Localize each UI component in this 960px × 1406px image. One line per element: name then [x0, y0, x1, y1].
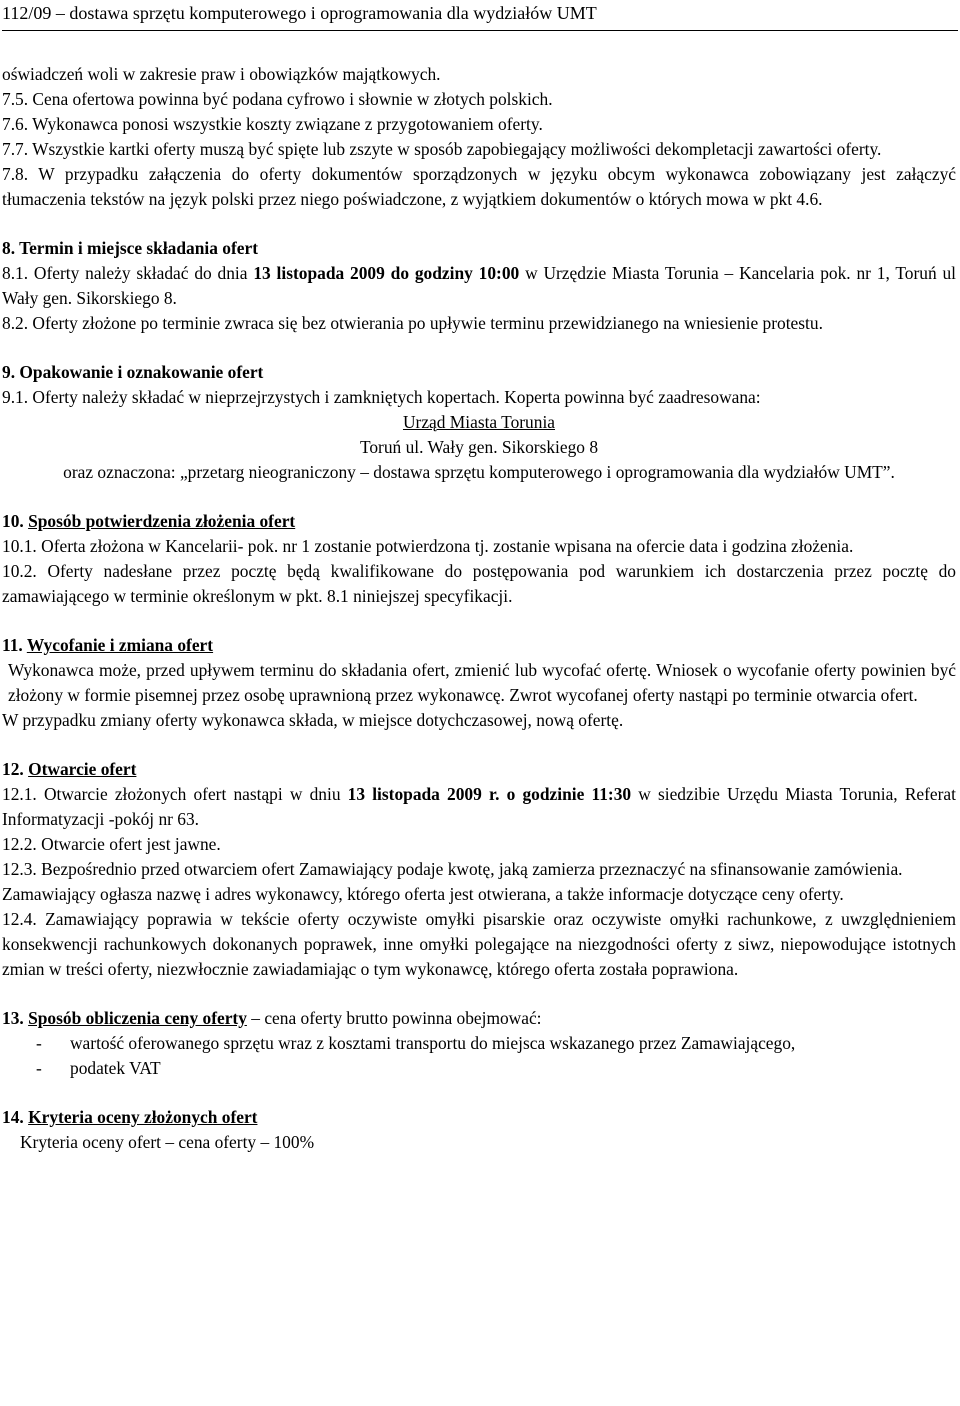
envelope-marking: oraz oznaczona: „przetarg nieograniczony – dostawa sprzętu komputerowego i oprogramowania dla wydziałów UMT”. — [63, 462, 895, 482]
paragraph-12-2: 12.2. Otwarcie ofert jest jawne. — [2, 834, 221, 854]
paragraph-11-1: Wykonawca może, przed upływem terminu do składania ofert, zmienić lub wycofać ofertę. Wniosek o wycofanie oferty powinien być złożony w formie pisemnej przez osobę uprawnioną przez wykonawcę. Zwrot wycofanej oferty nastąpi po terminie otwarcia ofert. — [8, 660, 956, 705]
paragraph-12-3: 12.3. Bezpośrednio przed otwarciem ofert Zamawiający podaje kwotę, jaką zamierza przeznaczyć na sfinansowanie zamówienia. — [2, 859, 903, 879]
section-8-heading: 8. Termin i miejsce składania ofert — [2, 238, 259, 258]
document-body — [2, 62, 956, 1155]
section-11-heading: 11. Wycofanie i zmiana ofert — [2, 635, 214, 655]
address-line-2: Toruń ul. Wały gen. Sikorskiego 8 — [359, 437, 599, 457]
list-bullet: - — [36, 1058, 42, 1078]
paragraph-14-1: Kryteria oceny ofert – cena oferty – 100% — [20, 1132, 315, 1152]
paragraph-7-8: 7.8. W przypadku załączenia do oferty dokumentów sporządzonych w języku obcym wykonawca zobowiązany jest załączyć tłumaczenia tekstów na język polski przez niego poświadczone, z wyjątkiem dokumentów o których mowa w pkt 4.6. — [2, 164, 956, 209]
paragraph-9-1: 9.1. Oferty należy składać w nieprzejrzystych i zamkniętych kopertach. Koperta powinna być zaadresowana: — [2, 387, 761, 407]
paragraph-10-1: 10.1. Oferta złożona w Kancelarii- pok. nr 1 zostanie potwierdzona tj. zostanie wpisana na ofercie data i godzina złożenia. — [2, 536, 854, 556]
paragraph-11-2: W przypadku zmiany oferty wykonawca składa, w miejsce dotychczasowej, nową ofertę. — [2, 710, 624, 730]
list-item-text: wartość oferowanego sprzętu wraz z kosztami transportu do miejsca wskazanego przez Zamawiającego, — [70, 1033, 796, 1053]
paragraph-continuation: oświadczeń woli w zakresie praw i obowiązków majątkowych. — [2, 64, 441, 84]
list-item — [2, 1031, 956, 1056]
list-item — [2, 1056, 956, 1081]
section-10-heading: 10. Sposób potwierdzenia złożenia ofert — [2, 511, 296, 531]
section-14-heading: 14. Kryteria oceny złożonych ofert — [2, 1107, 258, 1127]
page-header: 112/09 – dostawa sprzętu komputerowego i oprogramowania dla wydziałów UMT — [2, 0, 958, 31]
list-bullet: - — [36, 1033, 42, 1053]
section-12-heading: 12. Otwarcie ofert — [2, 759, 137, 779]
paragraph-7-7: 7.7. Wszystkie kartki oferty muszą być spięte lub zszyte w sposób zapobiegający możliwości dekompletacji zawartości oferty. — [2, 139, 882, 159]
paragraph-8-1: 8.1. Oferty należy składać do dnia 13 listopada 2009 do godziny 10:00 w Urzędzie Miasta Torunia – Kancelaria pok. nr 1, Toruń ul Wały gen. Sikorskiego 8. — [2, 263, 957, 308]
paragraph-12-4: 12.4. Zamawiający poprawia w tekście oferty oczywiste omyłki pisarskie oraz oczywiste omyłki rachunkowe, z uwzględnieniem konsekwencji rachunkowych dokonanych poprawek, inne omyłki polegające na niezgodności oferty z siwz, niepowodujące istotnych zmian w treści oferty, niezwłocznie zawiadamiając o tym wykonawcę, którego oferta została poprawiona. — [2, 909, 956, 979]
paragraph-7-5: 7.5. Cena ofertowa powinna być podana cyfrowo i słownie w złotych polskich. — [2, 89, 553, 109]
paragraph-8-2: 8.2. Oferty złożone po terminie zwraca się bez otwierania po upływie terminu przewidzianego na wniesienie protestu. — [2, 313, 823, 333]
paragraph-12-3-continued: Zamawiający ogłasza nazwę i adres wykonawcy, którego oferta jest otwierana, a także informacje dotyczące ceny oferty. — [2, 884, 844, 904]
section-13-heading: 13. Sposób obliczenia ceny oferty – cena oferty brutto powinna obejmować: — [2, 1008, 542, 1028]
paragraph-7-6: 7.6. Wykonawca ponosi wszystkie koszty związane z przygotowaniem oferty. — [2, 114, 543, 134]
list-item-text: podatek VAT — [70, 1058, 161, 1078]
paragraph-10-2: 10.2. Oferty nadesłane przez pocztę będą kwalifikowane do postępowania pod warunkiem ich dostarczenia przez pocztę do zamawiającego w terminie określonym w pkt. 8.1 niniejszej specyfikacji. — [2, 561, 956, 606]
section-9-heading: 9. Opakowanie i oznakowanie ofert — [2, 362, 264, 382]
paragraph-12-1: 12.1. Otwarcie złożonych ofert nastąpi w dniu 13 listopada 2009 r. o godzinie 11:30 w siedzibie Urzędu Miasta Torunia, Referat Informatyzacji -pokój nr 63. — [2, 784, 956, 829]
address-line-1: Urząd Miasta Torunia — [402, 412, 556, 432]
